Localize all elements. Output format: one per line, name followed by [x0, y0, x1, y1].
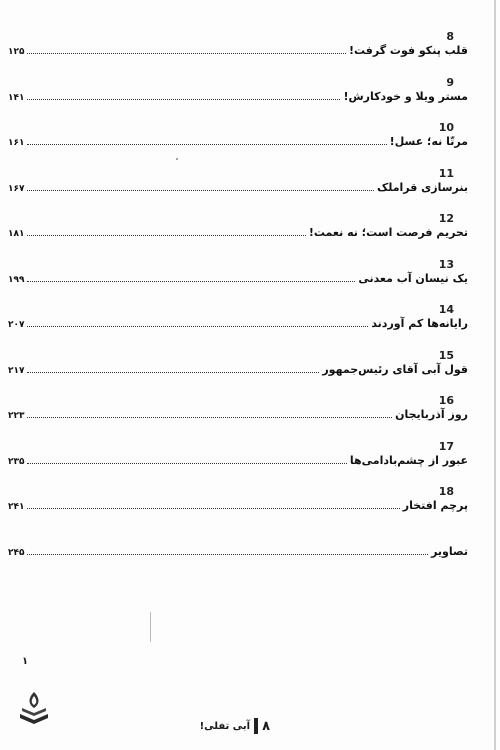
- chapter-number: 8: [446, 30, 454, 43]
- page-number: ۱۶۱: [8, 138, 25, 148]
- chapter-title[interactable]: روز آذربایجان: [395, 408, 468, 421]
- dot-leader: [27, 325, 368, 327]
- chapter-title[interactable]: پرچم افتخار: [402, 499, 468, 512]
- table-of-contents: [8, 30, 468, 576]
- toc-entry[interactable]: [8, 531, 468, 577]
- chapter-number: 18: [438, 485, 454, 498]
- dot-leader: [27, 371, 319, 373]
- chapter-number: 11: [438, 166, 454, 180]
- chapter-number: 15: [438, 348, 454, 362]
- chapter-number: 12: [438, 212, 454, 225]
- chapter-number: 13: [438, 257, 454, 271]
- page-number: ۱۸۱: [8, 229, 25, 239]
- chapter-number: 9: [446, 75, 454, 89]
- dot-leader: [27, 462, 346, 464]
- dot-leader: [27, 280, 355, 282]
- page-number: ۲۴۱: [8, 502, 25, 512]
- chapter-title[interactable]: بنرسازی قراملک: [376, 180, 468, 194]
- toc-entry[interactable]: [8, 167, 468, 213]
- chapter-number: 10: [438, 121, 454, 134]
- page-edge: [494, 0, 496, 750]
- toc-entry[interactable]: [8, 440, 468, 486]
- page-number: ۲۴۵: [8, 547, 25, 558]
- chapter-title[interactable]: قول آبی آقای رئیس‌جمهور: [322, 362, 468, 376]
- toc-entry[interactable]: [8, 121, 468, 167]
- chapter-title[interactable]: عبور از چشم‌بادامی‌ها: [349, 453, 468, 467]
- dot-leader: [27, 143, 386, 145]
- chapter-number: 16: [438, 394, 454, 407]
- print-speck: [176, 158, 178, 160]
- toc-entry[interactable]: [8, 30, 468, 76]
- chapter-title[interactable]: مستر ویلا و خودکارش!: [343, 89, 468, 103]
- toc-entry[interactable]: [8, 212, 468, 258]
- dot-leader: [27, 189, 373, 191]
- footer-page-number: ۸: [262, 718, 270, 734]
- toc-entry[interactable]: [8, 485, 468, 531]
- dot-leader: [27, 98, 340, 100]
- page-number: ۱۶۷: [8, 183, 25, 194]
- margin-mark: ۱: [22, 656, 29, 667]
- chapter-title[interactable]: تصاویر: [431, 544, 468, 558]
- toc-entry[interactable]: [8, 394, 468, 440]
- chapter-title[interactable]: رایانه‌ها کم آوردند: [371, 317, 468, 330]
- toc-entry[interactable]: [8, 258, 468, 304]
- page-footer: [180, 716, 270, 736]
- chapter-title[interactable]: قلب پنکو فوت گرفت!: [349, 44, 468, 57]
- dot-leader: [27, 416, 392, 418]
- chapter-number: 17: [438, 439, 454, 453]
- print-speck: [150, 612, 151, 642]
- dot-leader: [27, 52, 346, 54]
- toc-entry[interactable]: [8, 349, 468, 395]
- dot-leader: [27, 553, 428, 555]
- page-number: ۱۴۱: [8, 92, 25, 103]
- page-number: ۱۲۵: [8, 47, 25, 57]
- chapter-title[interactable]: تحریم فرصت است؛ نه نعمت!: [308, 226, 468, 239]
- dot-leader: [27, 507, 399, 509]
- chapter-number: 14: [438, 303, 454, 316]
- footer-brand: آبی تفلی!: [199, 720, 251, 732]
- page-number: ۲۳۵: [8, 456, 25, 467]
- page-number: ۱۹۹: [8, 274, 25, 285]
- chapter-title[interactable]: مرتّا نه؛ عسل!: [389, 135, 468, 148]
- toc-entry[interactable]: [8, 76, 468, 122]
- page-number: ۲۲۳: [8, 411, 25, 421]
- toc-entry[interactable]: [8, 303, 468, 349]
- page-number: ۲۰۷: [8, 320, 25, 330]
- chapter-title[interactable]: یک نیسان آب معدنی: [358, 271, 468, 285]
- publisher-logo-icon: [14, 688, 54, 728]
- page-number: ۲۱۷: [8, 365, 25, 376]
- dot-leader: [27, 234, 305, 236]
- footer-divider: [254, 718, 258, 734]
